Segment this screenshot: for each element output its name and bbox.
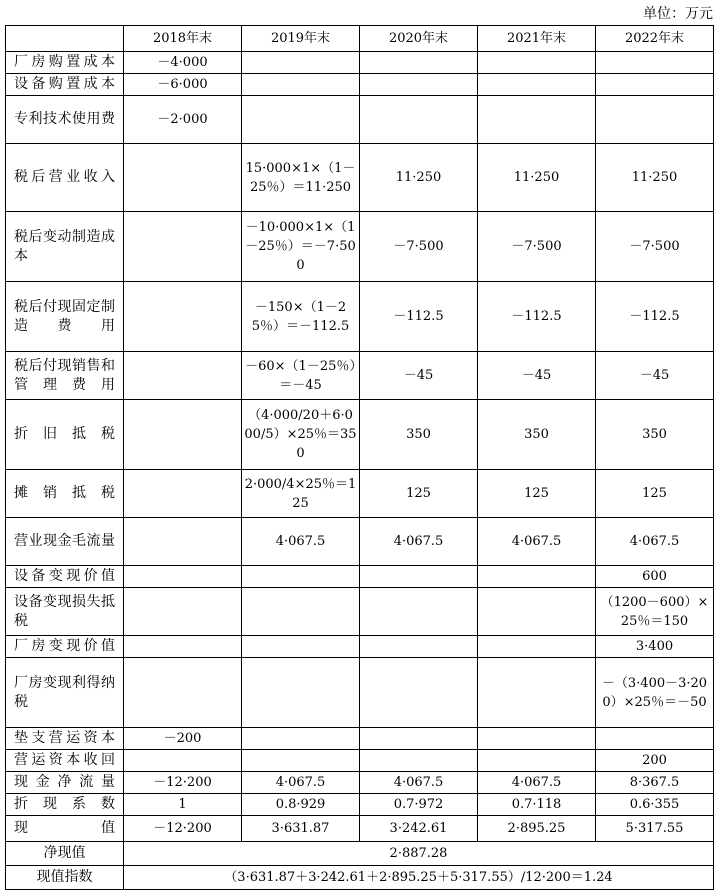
table-cell	[478, 658, 596, 728]
table-cell: 2·895.25	[478, 816, 596, 842]
table-cell	[124, 352, 242, 400]
table-cell: 4·067.5	[360, 772, 478, 794]
table-cell: －60×（1－25％）＝－45	[242, 352, 360, 400]
table-cell	[124, 144, 242, 212]
table-cell: －7·500	[360, 212, 478, 282]
table-cell	[360, 658, 478, 728]
unit-label: 单位：万元	[643, 6, 713, 22]
row-label: 现金净流量	[6, 772, 124, 794]
table-cell	[360, 588, 478, 636]
pi-row	[6, 866, 714, 890]
table-row	[6, 518, 714, 566]
row-label: 折旧抵税	[6, 400, 124, 470]
row-label: 税后营业收入	[6, 144, 124, 212]
table-cell: －200	[124, 728, 242, 750]
table-cell: 3·400	[596, 636, 714, 658]
table-cell	[478, 588, 596, 636]
column-header	[6, 26, 124, 52]
table-cell	[478, 52, 596, 74]
cash-flow-table	[5, 25, 714, 890]
table-cell: 350	[478, 400, 596, 470]
table-cell	[478, 74, 596, 96]
table-cell: 4·067.5	[478, 518, 596, 566]
table-row	[6, 566, 714, 588]
table-cell	[124, 658, 242, 728]
table-cell: 0.7·972	[360, 794, 478, 816]
header-row	[6, 26, 714, 52]
table-cell	[360, 52, 478, 74]
table-cell: 0.7·118	[478, 794, 596, 816]
table-row	[6, 728, 714, 750]
column-header: 2019年末	[242, 26, 360, 52]
row-label: 折现系数	[6, 794, 124, 816]
table-cell: 11·250	[478, 144, 596, 212]
table-cell	[360, 566, 478, 588]
table-row	[6, 144, 714, 212]
table-cell: 3·631.87	[242, 816, 360, 842]
table-cell: （1200－600）×25％＝150	[596, 588, 714, 636]
table-cell: －7·500	[478, 212, 596, 282]
column-header: 2020年末	[360, 26, 478, 52]
table-row	[6, 96, 714, 144]
table-cell: 15·000×1×（1－25％）＝11·250	[242, 144, 360, 212]
row-label: 厂房变现价值	[6, 636, 124, 658]
row-label: 厂房变现利得纳税	[6, 658, 124, 728]
row-label: 现值指数	[6, 866, 124, 890]
table-cell: －12·200	[124, 772, 242, 794]
table-cell: －4·000	[124, 52, 242, 74]
table-cell: 11·250	[596, 144, 714, 212]
table-cell: 4·067.5	[242, 772, 360, 794]
table-cell	[478, 96, 596, 144]
table-cell: －45	[360, 352, 478, 400]
table-cell: 0.8·929	[242, 794, 360, 816]
table-cell: 125	[596, 470, 714, 518]
table-cell: －112.5	[360, 282, 478, 352]
table-cell	[242, 74, 360, 96]
table-cell: 1	[124, 794, 242, 816]
row-label: 营运资本收回	[6, 750, 124, 772]
column-header: 2022年末	[596, 26, 714, 52]
table-cell: 3·242.61	[360, 816, 478, 842]
row-label: 设备变现损失抵税	[6, 588, 124, 636]
table-cell: 11·250	[360, 144, 478, 212]
table-cell: 8·367.5	[596, 772, 714, 794]
table-row	[6, 470, 714, 518]
row-label: 税后变动制造成本	[6, 212, 124, 282]
row-label: 现值	[6, 816, 124, 842]
table-cell	[360, 750, 478, 772]
table-cell	[242, 588, 360, 636]
table-cell	[242, 566, 360, 588]
table-cell: 350	[360, 400, 478, 470]
table-cell	[124, 400, 242, 470]
table-row	[6, 52, 714, 74]
table-cell	[242, 96, 360, 144]
row-label: 设备变现价值	[6, 566, 124, 588]
table-row	[6, 588, 714, 636]
table-cell	[360, 96, 478, 144]
table-cell	[124, 588, 242, 636]
summary-value: （3·631.87＋3·242.61＋2·895.25＋5·317.55）/12·200＝1.24	[124, 866, 714, 890]
table-row	[6, 794, 714, 816]
table-row	[6, 636, 714, 658]
table-cell: －112.5	[596, 282, 714, 352]
table-cell: －45	[596, 352, 714, 400]
table-cell	[242, 52, 360, 74]
table-cell: －（3·400－3·200）×25％＝－50	[596, 658, 714, 728]
table-cell	[478, 728, 596, 750]
table-cell	[124, 750, 242, 772]
table-row	[6, 816, 714, 842]
table-row	[6, 352, 714, 400]
table-cell: 4·067.5	[360, 518, 478, 566]
table-cell	[242, 658, 360, 728]
table-cell: －150×（1－25％）＝－112.5	[242, 282, 360, 352]
table-cell	[596, 52, 714, 74]
table-cell	[124, 566, 242, 588]
table-cell: 350	[596, 400, 714, 470]
table-cell: －7·500	[596, 212, 714, 282]
table-row	[6, 772, 714, 794]
row-label: 净现值	[6, 842, 124, 866]
row-label: 专利技术使用费	[6, 96, 124, 144]
table-row	[6, 400, 714, 470]
table-cell: 2·000/4×25％＝125	[242, 470, 360, 518]
table-row	[6, 282, 714, 352]
table-cell	[242, 636, 360, 658]
row-label: 税后付现销售和管理费用	[6, 352, 124, 400]
table-cell: －10·000×1×（1－25％）＝－7·500	[242, 212, 360, 282]
table-cell	[242, 750, 360, 772]
table-cell	[360, 74, 478, 96]
table-cell: 125	[478, 470, 596, 518]
table-cell: －2·000	[124, 96, 242, 144]
column-header: 2021年末	[478, 26, 596, 52]
row-label: 设备购置成本	[6, 74, 124, 96]
table-cell: －45	[478, 352, 596, 400]
summary-value: 2·887.28	[124, 842, 714, 866]
row-label: 厂房购置成本	[6, 52, 124, 74]
table-cell: －12·200	[124, 816, 242, 842]
table-cell	[124, 636, 242, 658]
table-cell	[242, 728, 360, 750]
table-cell	[596, 96, 714, 144]
table-cell: －112.5	[478, 282, 596, 352]
column-header: 2018年末	[124, 26, 242, 52]
table-cell	[478, 636, 596, 658]
table-cell: 4·067.5	[478, 772, 596, 794]
table-cell	[478, 750, 596, 772]
table-cell	[360, 728, 478, 750]
table-cell: 4·067.5	[242, 518, 360, 566]
table-row	[6, 658, 714, 728]
table-row	[6, 212, 714, 282]
table-cell: 0.6·355	[596, 794, 714, 816]
row-label: 垫支营运资本	[6, 728, 124, 750]
table-cell: 5·317.55	[596, 816, 714, 842]
table-cell: 125	[360, 470, 478, 518]
table-cell: 4·067.5	[596, 518, 714, 566]
table-cell: 200	[596, 750, 714, 772]
table-cell	[124, 282, 242, 352]
row-label: 摊销抵税	[6, 470, 124, 518]
table-cell	[596, 728, 714, 750]
row-label: 税后付现固定制造费用	[6, 282, 124, 352]
npv-row	[6, 842, 714, 866]
table-row	[6, 750, 714, 772]
table-cell: －6·000	[124, 74, 242, 96]
table-row	[6, 74, 714, 96]
table-cell	[124, 518, 242, 566]
row-label: 营业现金毛流量	[6, 518, 124, 566]
table-cell	[124, 212, 242, 282]
table-cell: （4·000/20＋6·000/5）×25％＝350	[242, 400, 360, 470]
table-cell	[478, 566, 596, 588]
table-cell: 600	[596, 566, 714, 588]
table-cell	[596, 74, 714, 96]
table-cell	[360, 636, 478, 658]
table-cell	[124, 470, 242, 518]
